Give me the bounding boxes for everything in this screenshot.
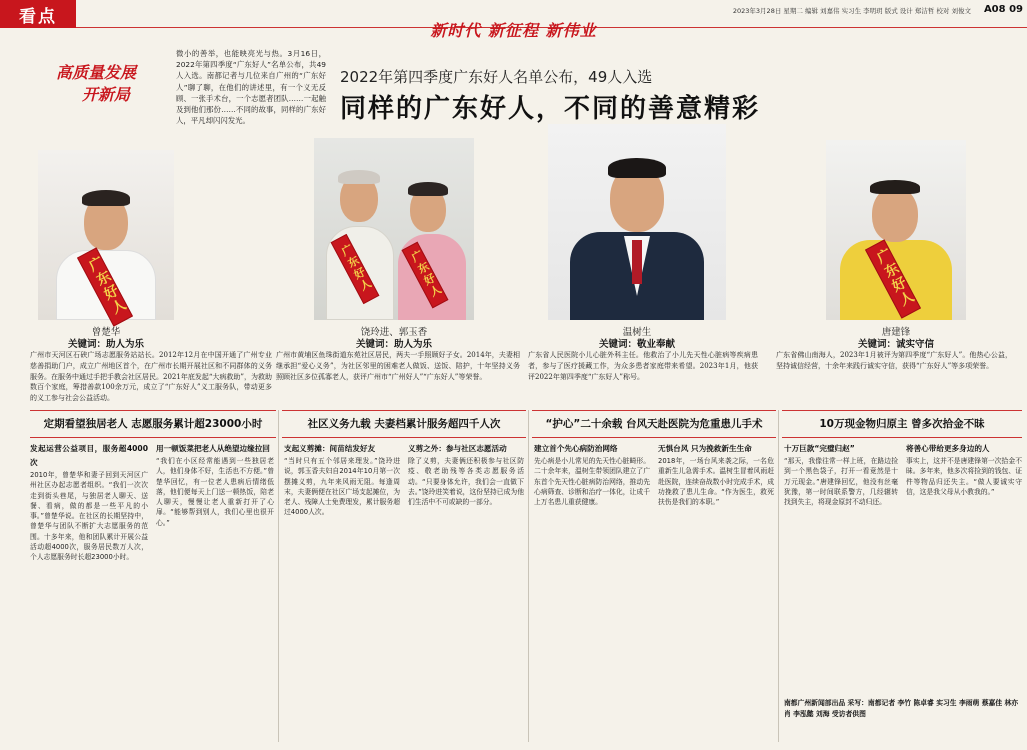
logo-line-1: 高质量发展 (55, 63, 136, 82)
sash-profile-2a: 广东好人 (331, 234, 380, 304)
section-title-1: 定期看望独居老人 志愿服务累计超23000小时 (43, 418, 263, 430)
photo-profile-1 (38, 150, 174, 320)
award-profile-1: 关键词：助人为乐 (67, 339, 144, 350)
bio-profile-4: 广东省佛山南海人，2023年1月被评为第四季度“广东好人”。他热心公益，坚持诚信经营，十余年来践行诚实守信，获得“广东好人”等多项荣誉。 (776, 351, 1012, 370)
bio-profile-2: 广州市黄埔区鱼珠街道东苑社区居民，两夫一手照顾好子女。2014年，夫妻相继承担“爱心义务”，为社区邻里的困难老人做饭、送饭、陪护，十年坚持义务照顾社区多位孤寡老人，获评广州市“广州好人”“广东好人”等荣誉。 (276, 351, 520, 381)
slogan: 新时代 新征程 新伟业 (430, 21, 597, 40)
name-profile-1: 曾楚华 (91, 327, 121, 338)
award-profile-2: 关键词：助人为乐 (355, 339, 432, 350)
page-meta: 2023年3月28日 星期二 编辑 刘嘉伟 实习生 李明玥 版式 设计 郑洁哲 校对 刘俊文 (732, 7, 971, 15)
section-bar-2 (282, 410, 526, 438)
photo-profile-2 (314, 138, 474, 320)
section-1-subhead-1: 发起运营公益项目，服务超4000次 (30, 444, 148, 467)
section-3-body-1: 先心病是小儿常见的先天性心脏畸形。二十余年来，温树生带领团队建立了广东首个先天性心脏病防治网络，推动先心病筛查、诊断和治疗一体化，让成千上万名患儿重获健康。 (534, 457, 650, 507)
section-4-body-1: “那天，我像往常一样上班，在路边捡到一个黑色袋子，打开一看竟然是十万元现金。”唐建锋回忆，他没有丝毫犹豫，第一时间联系警方，几经辗转找到失主，将现金原封不动归还。 (784, 457, 898, 507)
photo-profile-3 (548, 124, 726, 320)
bio-profile-1: 广州市天河区石硖广场志愿服务站站长。2012年12月在中国开通了广州专业慈善捐助门户，成立广州地区首个，在广州市长期开展社区和不同群体的义务服务。在服务中通过手把手教会社区居民。2021年底发起“大病救助”，为救助数百个家庭，筹措善款100余万元，成立了“广东好人”义工服务队，带动更多的义工参与社会公益活动。 (30, 351, 272, 403)
section-title-4: 10万现金物归原主 曾多次拾金不昧 (819, 418, 985, 430)
section-4-col-a (784, 442, 898, 738)
award-profile-4: 关键词：诚实守信 (857, 339, 934, 350)
section-1-col-b (156, 442, 274, 738)
photo-profile-4 (826, 140, 966, 320)
logo-line-2: 开新局 (81, 85, 130, 104)
section-1-body-1: 2010年，曾楚华和妻子回到天河区广州社区办起志愿者组织。“我们一次次走到街头巷尾，与独居老人聊天、送餐、看病，做的都是一些平凡的小事。”曾楚华说。在社区的长期坚持中，曾楚华与团队不断扩大志愿服务的范围。十多年来，他和团队累计开展公益活动超4000次，服务居民数万人次，个人志愿服务时长超23000小时。 (30, 471, 148, 562)
award-profile-3: 关键词：敬业奉献 (598, 339, 675, 350)
section-1-body-2: “我们在小区经常能遇到一些独居老人，他们身体不好，生活也不方便。”曾楚华回忆，有一位老人患病后情绪低落，他们便每天上门送一顿热饭，陪老人聊天，慢慢让老人重新打开了心扉。“能够帮到别人，我们心里也很开心。” (156, 457, 274, 527)
sash-profile-4: 广东好人 (865, 239, 921, 318)
section-title-2: 社区义务九载 夫妻档累计服务超四千人次 (307, 418, 501, 430)
section-1-subhead-2: 用一顿饭菜把老人从绝望边缘拉回 (156, 444, 270, 453)
section-3-body-2: 2018年，一场台风来袭之际，一名危重新生儿急需手术。温树生冒着风雨赶赴医院，连续奋战数小时完成手术，成功挽救了患儿生命。“作为医生，救死扶伤是我们的本职。” (658, 457, 774, 507)
section-tag: 看点 (0, 0, 76, 28)
section-bar-4 (782, 410, 1022, 438)
feature-intro: 微小的善举，也能映亮光与热。3月16日，2022年第四季度“广东好人”名单公布，共49人入选。南都记者与几位来自广州的“广东好人”聊了聊，在他们的讲述里，有一个义无反顾、一张手术台，一个志愿者团队……一起触及到他们那份……不同的故事，同样的广东好人，平凡却闪闪发光。 (176, 49, 326, 126)
section-2-subhead-2: 义剪之外：参与社区志愿活动 (408, 444, 507, 453)
section-3-col-b (658, 442, 774, 738)
section-2-subhead-1: 支起义剪摊：间苗结发好友 (284, 444, 376, 453)
feature-logo (32, 62, 160, 116)
name-profile-3: 温树生 (622, 327, 652, 338)
section-1-col-a (30, 442, 148, 738)
section-title-3: “护心”二十余载 台风天赴医院为危重患儿手术 (545, 418, 763, 430)
sash-profile-1: 广东好人 (77, 247, 133, 326)
section-2-body-1: “当时只有五个邻居来理发。”饶玲进说，郭玉香夫妇自2014年10月第一次摆摊义剪，九年来风雨无阻。每逢周末，夫妻俩便在社区广场支起摊位，为老人、残障人士免费理发，累计服务超过4000人次。 (284, 457, 400, 517)
section-2-col-a (284, 442, 400, 738)
section-bar-1 (30, 410, 276, 438)
page-number: A08 09 (983, 4, 1023, 15)
section-4-col-b (906, 442, 1022, 692)
feature-headline: 同样的广东好人，不同的善意精彩 (340, 94, 761, 124)
section-2-body-2: 除了义剪，夫妻俩还积极参与社区防疫、敬老助残等各类志愿服务活动。“只要身体允许，我们会一直做下去。”饶玲进笑着说，这份坚持已成为他们生活中不可或缺的一部分。 (408, 457, 524, 507)
section-3-subhead-1: 建立首个先心病防治网络 (534, 444, 618, 453)
divider-2 (528, 410, 529, 742)
section-2-col-b (408, 442, 524, 738)
section-4-subhead-1: 十万巨款“完璧归赵” (784, 444, 855, 453)
bio-profile-3: 广东省人民医院小儿心脏外科主任。他救治了小儿先天性心脏病等疾病患者，参与了医疗援藏工作，为众多患者家庭带来希望。2023年1月，他获评2022年第四季度“广东好人”称号。 (528, 351, 758, 381)
section-bar-3 (532, 410, 776, 438)
credits: 南都广州新闻部出品 采写：南都记者 李竹 陈卓睿 实习生 李雨萌 蔡嘉佳 林亦肖 李泓懿 刘海 受访者供图 (784, 699, 1019, 718)
feature-subtitle: 2022年第四季度广东好人名单公布，49人入选 (340, 68, 653, 86)
section-3-col-a (534, 442, 650, 738)
section-4-subhead-2: 将善心带给更多身边的人 (906, 444, 990, 453)
section-3-subhead-2: 无惧台风 只为挽救新生生命 (658, 444, 752, 453)
name-profile-2: 饶玲进、郭玉香 (360, 327, 428, 338)
divider-3 (778, 410, 779, 742)
divider-1 (278, 410, 279, 742)
name-profile-4: 唐建锋 (881, 327, 911, 338)
section-4-body-2: 事实上，这并不是唐建锋第一次拾金不昧。多年来，他多次将捡到的钱包、证件等物品归还失主。“做人要诚实守信，这是我父母从小教我的。” (906, 457, 1022, 496)
sash-profile-2b: 广东好人 (402, 242, 449, 309)
